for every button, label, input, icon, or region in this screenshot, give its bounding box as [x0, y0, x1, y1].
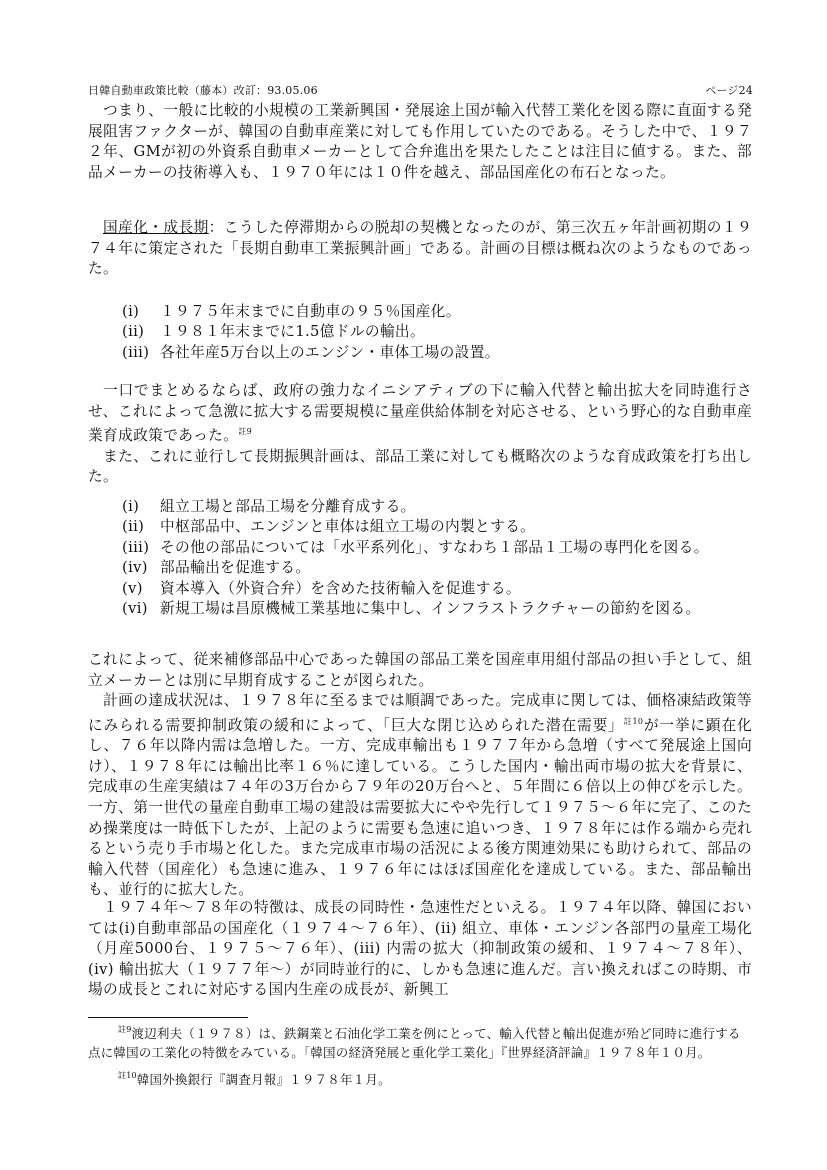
paragraph-3a-text: 一口でまとめるならば、政府の強力なイニシアティブの下に輸入代替と輸出拡大を同時進行させ、これによって急激に拡大する需要規模に量産供給体制を対応させる、という野心的な自動車産業育成政策であった。	[88, 382, 752, 445]
paragraph-3-block	[88, 381, 752, 488]
header-document-title: 日韓自動車政策比較（藤本）改訂：93.05.06	[88, 84, 318, 97]
paragraph-5	[88, 691, 752, 901]
footnote-10-mark: 註10	[118, 1071, 137, 1080]
paragraph-1: つまり、一般に比較的小規模の工業新興国・発展途上国が輸入代替工業化を図る際に直面する発展阻害ファクターが、韓国の自動車産業に対しても作用していたのである。そうした中で、１９７２年、GMが初の外資系自動車メーカーとして合弁進出を果たしたことは注目に値する。また、部品メーカーの技術導入も、１９７０年には１０件を越え、部品国産化の布石となった。	[88, 102, 752, 181]
paragraph-5a-text: 計画の達成状況は、１９７８年に至るまでは順調であった。完成車に関しては、価格凍結政策等にみられる需要抑制政策の緩和によって、「巨大な閉じ込められた潜在需要」	[88, 692, 752, 734]
paragraph-4: これによって、従来補修部品中心であった韓国の部品工業を国産車用組付部品の担い手として、組立メーカーとは別に早期育成することが図られた。	[88, 651, 752, 689]
paragraph-2-text: ：こうした停滞期からの脱却の契機となったのが、第三次五ヶ年計画初期の１９７４年に策定された「長期自動車工業振興計画」である。計画の目標は概ね次のようなものであった。	[88, 219, 753, 278]
parts-policy-item-text: 中枢部品中、エンジンと車体は組立工場の内製とする。	[160, 518, 536, 536]
parts-policy-item-number: (i)	[122, 498, 140, 515]
footnote-separator	[88, 1017, 248, 1018]
section-title-localization-growth: 国産化・成長期	[103, 219, 209, 236]
plan-goals-list	[122, 302, 752, 363]
footnote-ref-10: 註10	[623, 716, 644, 726]
footnote-9-text: 渡辺利夫（１９７８）は、鉄鋼業と石油化学工業を例にとって、輸入代替と輸出促進が殆ど同時に進行する点に韓国の工業化の特徴をみている。「韓国の経済発展と重化学工業化」『世界経済評論』１９７８年１０月。	[88, 1026, 741, 1060]
parts-policy-item-number: (iv)	[122, 559, 148, 577]
parts-policy-item	[122, 599, 752, 619]
header-page-number: ページ24	[705, 84, 753, 97]
parts-policy-item-number: (vi)	[122, 600, 148, 618]
paragraph-6: １９７４年～７８年の特徴は、成長の同時性・急速性だといえる。１９７４年以降、韓国においては(i)自動車部品の国産化（１９７４～７６年）、(ii) 組立、車体・エンジン各部門の量産工場化（月産5000台、１９７５～７６年）、(iii) 内需の拡大（抑制政策の緩和、１９７４～７８年）、(iv) 輸出拡大（１９７７年～）が同時並行的に、しかも急速に進んだ。言い換えればこの時期、市場の成長とこれに対応する国内生産の成長が、新興工	[88, 899, 752, 999]
plan-goal-item	[122, 322, 752, 342]
parts-policy-list	[122, 497, 752, 619]
parts-policy-item-number: (ii)	[122, 518, 145, 536]
paragraph-4-block	[88, 650, 752, 691]
page-header	[88, 82, 753, 100]
paragraph-2	[88, 218, 752, 280]
paragraph-5b-text: が一挙に顕在化し、７６年以降内需は急増した。一方、完成車輸出も１９７７年から急増（すべて発展途上国向け）、１９７８年には輸出比率１６％に達している。こうした国内・輸出両市場の拡大を背景に、完成車の生産実績は７４年の3万台から７９年の20万台へと、５年間に６倍以上の伸びを示した。一方、第一世代の量産自動車工場の建設は需要拡大にやや先行して１９７５～６年に完了、このため操業度は一時低下したが、上記のように需要も急速に追いつき、１９７８年には作る端から売れるという売り手市場と化した。また完成車市場の活況による後方関連効果にも助けられて、部品の輸入代替（国産化）も急速に進み、１９７６年にはほぼ国産化を達成している。また、部品輸出も、並行的に拡大した。	[88, 716, 752, 899]
paragraph-1-block	[88, 101, 752, 183]
paragraph-5-block	[88, 691, 752, 901]
plan-goal-item-number: (ii)	[122, 323, 145, 341]
parts-policy-item	[122, 517, 752, 537]
footnote-9-mark: 註9	[118, 1025, 132, 1034]
plan-goal-item-text: １９８１年末までに1.5億ドルの輸出。	[160, 323, 426, 341]
plan-goal-item	[122, 343, 752, 363]
footnote-9	[88, 1020, 752, 1062]
plan-goal-item-number: (iii)	[122, 343, 150, 361]
footnote-10	[88, 1066, 752, 1089]
parts-policy-item	[122, 579, 752, 599]
parts-policy-item-text: 部品輸出を促進する。	[160, 559, 311, 577]
plan-goal-item	[122, 302, 752, 322]
parts-policy-item-text: その他の部品については「水平系列化」、すなわち１部品１工場の専門化を図る。	[160, 538, 709, 556]
paragraph-3b: また、これに並行して長期振興計画は、部品工業に対しても概略次のような育成政策を打ち出した。	[88, 447, 752, 486]
parts-policy-item-text: 新規工場は昌原機械工業基地に集中し、インフラストラクチャーの節約を図る。	[160, 600, 701, 618]
plan-goal-item-number: (i)	[122, 303, 140, 320]
parts-policy-item-number: (v)	[122, 579, 143, 597]
footnote-ref-9: 註9	[238, 427, 253, 437]
footnote-10-text: 韓国外換銀行『調査月報』１９７８年１月。	[136, 1072, 391, 1087]
parts-policy-item-text: 組立工場と部品工場を分離育成する。	[160, 498, 416, 515]
footnotes	[88, 1020, 752, 1089]
plan-goal-item-text: １９７５年末までに自動車の９５％国産化。	[160, 303, 461, 320]
parts-policy-item	[122, 558, 752, 578]
parts-policy-item	[122, 497, 752, 517]
parts-policy-item-text: 資本導入（外資合弁）を含めた技術輸入を促進する。	[160, 579, 521, 597]
paragraph-3a	[88, 381, 752, 447]
plan-goal-item-text: 各社年産5万台以上のエンジン・車体工場の設置。	[160, 343, 500, 361]
parts-policy-item-number: (iii)	[122, 538, 150, 556]
parts-policy-item	[122, 538, 752, 558]
paragraph-6-block	[88, 898, 752, 1001]
paragraph-2-block	[88, 218, 752, 280]
